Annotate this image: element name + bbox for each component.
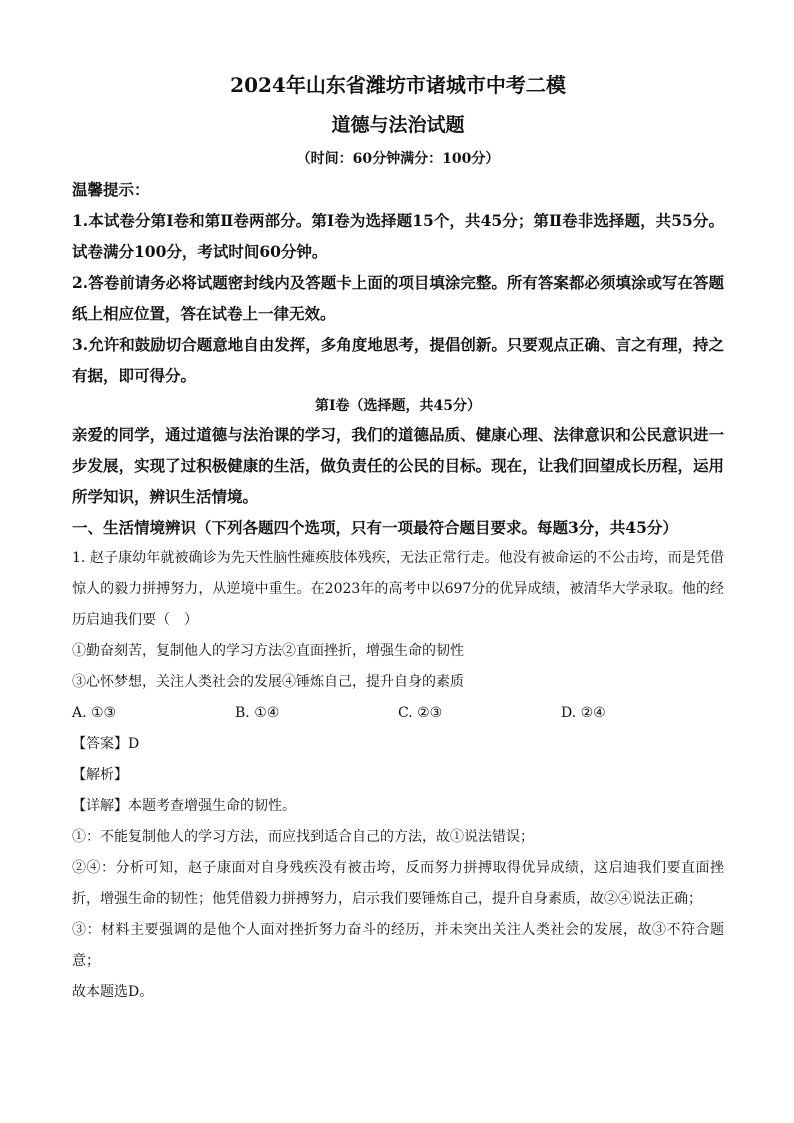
answer-line: 【答案】D — [72, 736, 140, 752]
question-stem: 1. 赵子康幼年就被确诊为先天性脑性瘫痪肢体残疾，无法正常行走。他没有被命运的不公击垮，而是凭借惊人的毅力拼搏努力，从逆境中重生。在2023年的高考中以697分的优异成绩，被清华大学录取。他的经历启迪我们要（ ） — [72, 550, 724, 628]
page-content — [72, 70, 724, 1008]
tip-item-3: 3.允许和鼓励切合题意地自由发挥，多角度地思考，提倡创新。只要观点正确、言之有理，持之有据，即可得分。 — [72, 335, 724, 385]
section-heading: 第Ⅰ卷（选择题，共45分） — [314, 398, 482, 414]
answer-options — [72, 698, 724, 729]
time-info: （时间：60分钟满分：100分） — [296, 151, 500, 167]
analysis-label: 【解析】 — [72, 767, 128, 783]
exam-title: 2024年山东省潍坊市诸城市中考二模 — [230, 73, 566, 97]
option-d: D. ②④ — [561, 705, 606, 721]
option-c: C. ②③ — [398, 705, 443, 721]
statement-line-1: ①勤奋刻苦，复制他人的学习方法②直面挫折，增强生命的韧性 — [72, 643, 464, 659]
detail-line: 【详解】本题考查增强生命的韧性。 — [72, 798, 296, 814]
tip-item-1: 1.本试卷分第Ⅰ卷和第Ⅱ卷两部分。第Ⅰ卷为选择题15个，共45分；第Ⅱ卷非选择题，共55分。试卷满分100分，考试时间60分钟。 — [72, 211, 724, 261]
explanation-3: ③：材料主要强调的是他个人面对挫折努力奋斗的经历，并未突出关注人类社会的发展，故③不符合题意； — [72, 922, 724, 969]
explanation-1: ①：不能复制他人的学习方法，而应找到适合自己的方法，故①说法错误； — [72, 829, 534, 845]
tip-item-2: 2.答卷前请务必将试题密封线内及答题卡上面的项目填涂完整。所有答案都必须填涂或写在答题纸上相应位置，答在试卷上一律无效。 — [72, 273, 724, 323]
tips-heading: 温馨提示： — [72, 180, 150, 199]
option-b: B. ①④ — [235, 705, 280, 721]
option-a: A. ①③ — [72, 705, 117, 721]
conclusion-line: 故本题选D。 — [72, 984, 154, 1000]
part-heading: 一、生活情境辨识（下列各题四个选项，只有一项最符合题目要求。每题3分，共45分） — [72, 518, 678, 537]
section-intro: 亲爱的同学，通过道德与法治课的学习，我们的道德品质、健康心理、法律意识和公民意识进一步发展，实现了过积极健康的生活，做负责任的公民的目标。现在，让我们回望成长历程，运用所学知识，辨识生活情境。 — [72, 425, 724, 506]
explanation-2: ②④：分析可知，赵子康面对自身残疾没有被击垮，反而努力拼搏取得优异成绩，这启迪我们要直面挫折，增强生命的韧性；他凭借毅力拼搏努力，启示我们要锤炼自己，提升自身素质，故②④说法正确； — [72, 860, 724, 907]
statement-line-2: ③心怀梦想，关注人类社会的发展④锤炼自己，提升自身的素质 — [72, 674, 464, 690]
exam-subtitle: 道德与法治试题 — [331, 114, 465, 136]
